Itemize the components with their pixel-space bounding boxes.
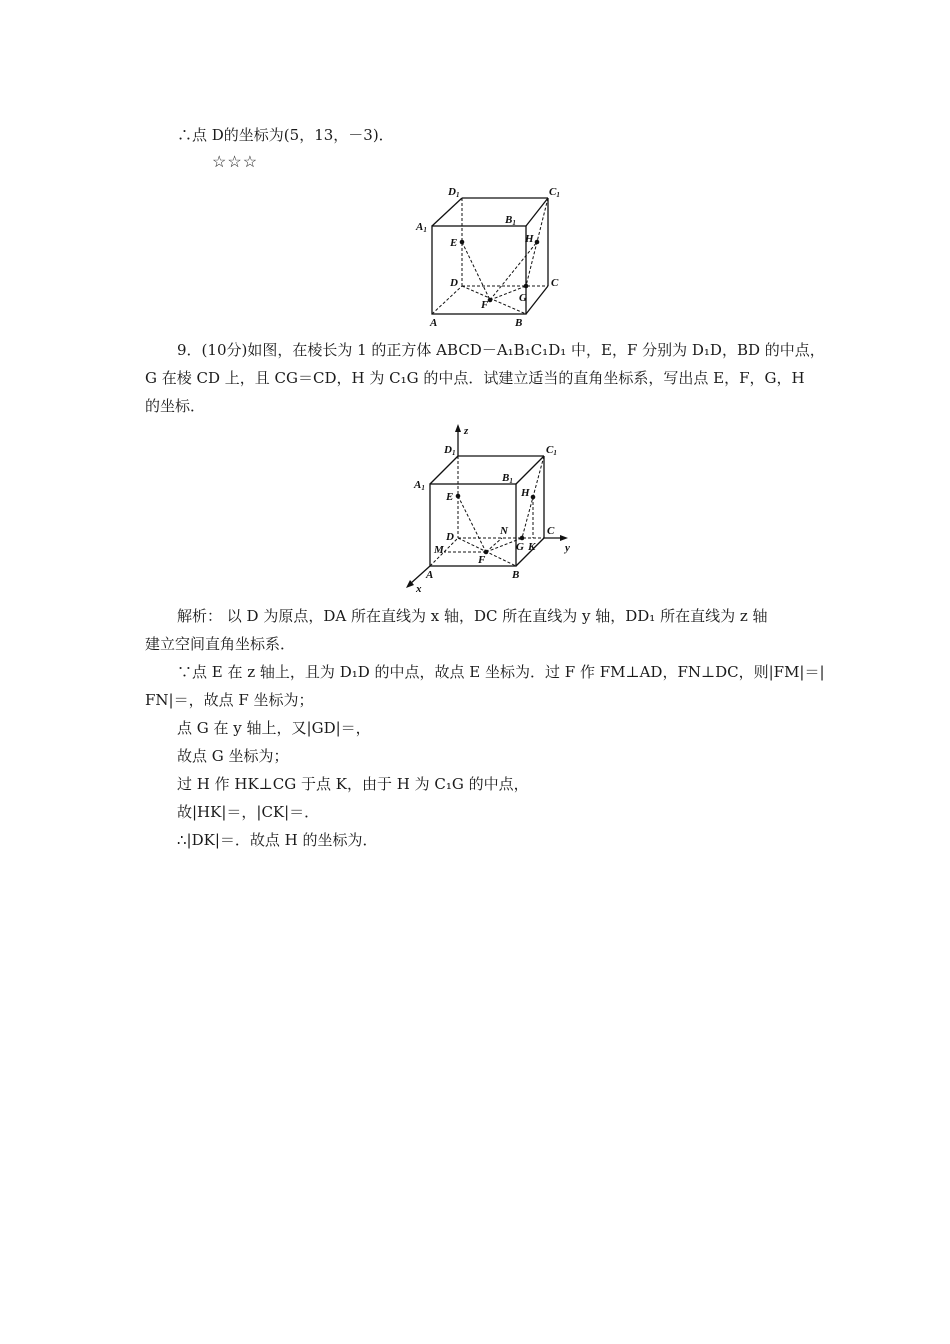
z-axis-arrow xyxy=(455,424,461,432)
label-y: y xyxy=(565,542,570,554)
problem-line-1: 9．(10分)如图，在棱长为 1 的正方体 ABCD－A₁B₁C₁D₁ 中，E，F 分别为 D₁D，BD 的中点， xyxy=(177,341,825,359)
point-g xyxy=(520,536,525,541)
label-f: F xyxy=(481,299,489,311)
solution-line-1: 解析： 以 D 为原点，DA 所在直线为 x 轴，DC 所在直线为 y 轴，DD₁ 所在直线为 z 轴 xyxy=(177,607,768,625)
label-a1: A1 xyxy=(414,479,425,492)
label-c: C xyxy=(547,525,555,537)
point-f xyxy=(488,298,493,303)
point-h xyxy=(531,495,536,500)
problem-line-3: 的坐标． xyxy=(145,397,206,415)
label-a: A xyxy=(430,317,438,329)
label-d: D xyxy=(450,277,458,289)
label-e: E xyxy=(450,237,458,249)
intro-line: ∴点 D的坐标为(5，13，－3)． xyxy=(177,126,394,144)
point-h xyxy=(535,240,540,245)
label-m: M xyxy=(434,544,444,556)
label-h: H xyxy=(525,233,534,245)
solution-line-9: ∴|DK|＝．故点 H 的坐标为． xyxy=(177,831,378,849)
cube-figure-2 xyxy=(402,422,587,594)
label-h: H xyxy=(521,487,530,499)
solution-line-5: 点 G 在 y 轴上，又|GD|＝， xyxy=(177,719,371,737)
label-d1: D1 xyxy=(448,186,460,199)
y-axis-arrow xyxy=(560,535,568,541)
hidden-edge-ad xyxy=(432,286,462,314)
label-k: K xyxy=(528,541,536,553)
solution-line-3: ∵点 E 在 z 轴上，且为 D₁D 的中点，故点 E 坐标为．过 F 作 FM⊥AD，FN⊥DC，则|FM|＝| xyxy=(177,663,825,681)
label-e: E xyxy=(446,491,454,503)
solution-line-7: 过 H 作 HK⊥CG 于点 K，由于 H 为 C₁G 的中点， xyxy=(177,775,529,793)
top-edge-right xyxy=(526,198,548,226)
label-a1: A1 xyxy=(416,221,427,234)
solution-line-6: 故点 G 坐标为； xyxy=(177,747,289,765)
stars-rating: ☆☆☆ xyxy=(212,152,259,171)
label-c: C xyxy=(551,277,559,289)
label-f: F xyxy=(478,554,486,566)
label-z: z xyxy=(464,425,469,437)
label-c1: C1 xyxy=(546,444,557,457)
top-edge-right xyxy=(516,456,544,484)
label-g: G xyxy=(519,292,527,304)
segment-ef xyxy=(462,242,490,300)
problem-line-2: G 在棱 CD 上，且 CG＝CD，H 为 C₁G 的中点．试建立适当的直角坐标系，写出点 E，F，G，H xyxy=(145,369,805,387)
diag-bd xyxy=(462,286,526,314)
label-a: A xyxy=(426,569,434,581)
solution-line-4: FN|＝，故点 F 坐标为； xyxy=(145,691,314,709)
label-b1: B1 xyxy=(505,214,516,227)
label-b: B xyxy=(515,317,523,329)
label-n: N xyxy=(500,525,508,537)
label-x: x xyxy=(416,583,422,594)
top-edge-left xyxy=(430,456,458,484)
bottom-right-edge xyxy=(526,286,548,314)
point-g xyxy=(524,284,529,289)
point-e xyxy=(456,494,461,499)
label-g: G xyxy=(516,541,524,553)
label-d: D xyxy=(446,531,454,543)
segment-ef xyxy=(458,496,486,552)
label-b1: B1 xyxy=(502,472,513,485)
segment-fn xyxy=(486,538,502,552)
solution-line-8: 故|HK|＝，|CK|＝． xyxy=(177,803,320,821)
front-face xyxy=(432,226,526,314)
point-e xyxy=(460,240,465,245)
top-edge-left xyxy=(432,198,462,226)
label-d1: D1 xyxy=(444,444,456,457)
label-c1: C1 xyxy=(549,186,560,199)
cube-figure-1 xyxy=(410,180,570,330)
label-b: B xyxy=(512,569,520,581)
solution-line-2: 建立空间直角坐标系． xyxy=(145,635,296,653)
